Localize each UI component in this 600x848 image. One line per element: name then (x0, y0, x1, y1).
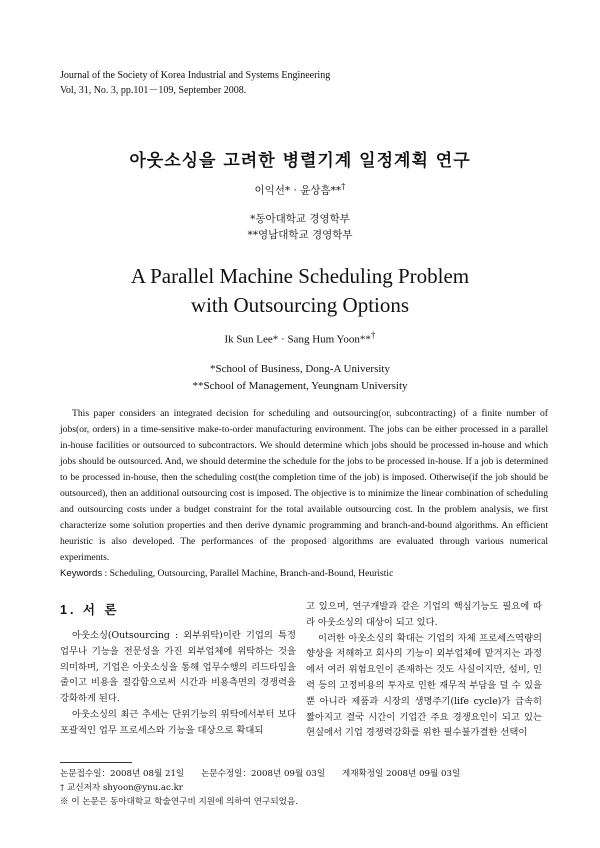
footnote-corresponding-author: † 교신저자 shyoon@ynu.ac.kr (60, 783, 183, 793)
body-column-right (306, 599, 542, 741)
english-author-names: Ik Sun Lee* · Sang Hum Yoon** (224, 333, 371, 346)
received-date: 논문접수일：2008년 08월 21일 (60, 769, 185, 779)
english-affiliation-2: **School of Management, Yeungnam University (192, 380, 408, 392)
journal-header (60, 68, 330, 98)
revised-date: 논문수정일：2008년 09월 03일 (200, 769, 326, 779)
keywords-label: Keywords (60, 568, 103, 579)
korean-affiliations (0, 211, 600, 243)
section-heading: 1. 서 론 (60, 603, 120, 617)
body-paragraph: 아웃소싱의 최근 추세는 단위기능의 위탁에서부터 보다 포괄적인 업무 프로세스와 기능을 대상으로 확대되 (60, 708, 296, 736)
english-title-line-2: with Outsourcing Options (190, 293, 410, 317)
korean-author-names: 이익선* · 윤상흠** (254, 184, 342, 197)
keywords (60, 568, 560, 579)
english-affiliation-1: *School of Business, Dong-A University (210, 363, 390, 375)
english-authors (0, 330, 600, 346)
english-corresponding-mark: † (370, 330, 376, 340)
corresponding-mark: † (341, 182, 346, 192)
korean-authors (0, 182, 600, 198)
footnote-dates (60, 767, 560, 781)
korean-title: 아웃소싱을 고려한 병렬기계 일정계획 연구 (129, 151, 471, 171)
body-paragraph: 이러한 아웃소싱의 확대는 기업의 자체 프로세스역량의 향상을 저해하고 회사의 기능이 외부업체에 맡겨지는 과정에서 여러 위험요인이 존재하는 것도 사실이지만, 설비, 인력 등의 고정비용의 투자로 인한 재무적 부담을 덜 수 있을 뿐 아니라 제품과 시장의 생명주기(life cycle)가 급속히 짧아지고 결국 시간이 기업간 주요 경쟁요인이 되고 있는 현실에서 기업 경쟁력강화를 위한 필수불가결한 선택이 (306, 632, 542, 739)
body-paragraph: 아웃소싱(Outsourcing : 외부위탁)이란 기업의 특정업무나 기능을 전문성을 가진 외부업체에 위탁하는 것을 의미하며, 기업은 아웃소싱을 통해 업무수행의 리드타임을 줄이고 비용을 절감함으로써 시간과 비용측면의 경쟁력을 강화하게 된다. (60, 630, 296, 705)
body-paragraph: 고 있으며, 연구개발과 같은 기업의 핵심기능도 필요에 따라 아웃소싱의 대상이 되고 있다. (306, 601, 542, 628)
korean-affiliation-2: **영남대학교 경영학부 (247, 229, 353, 241)
footnotes (60, 767, 560, 809)
body-column-left (60, 628, 296, 739)
footnote-divider (60, 762, 132, 763)
keywords-separator: : (102, 568, 110, 579)
english-affiliations (0, 361, 600, 395)
korean-affiliation-1: *동아대학교 경영학부 (250, 213, 350, 225)
journal-name: Journal of the Society of Korea Industrial and Systems Engineering (60, 70, 331, 81)
english-title-line-1: A Parallel Machine Scheduling Problem (130, 264, 470, 288)
footnote-funding: ※ 이 논문은 동아대학교 학술연구비 지원에 의하여 연구되었음. (60, 797, 298, 807)
journal-volume: Vol, 31, No. 3, pp.101－109, September 2008. (60, 85, 247, 96)
keywords-list: Scheduling, Outsourcing, Parallel Machine, Branch-and-Bound, Heuristic (109, 568, 394, 579)
english-title (0, 262, 600, 320)
accepted-date: 게재확정일 2008년 09월 03일 (341, 769, 461, 779)
abstract: This paper considers an integrated decision for scheduling and outsourcing(or, subcontracting) of a finite number of jobs(or, orders) in a time-sensitive make-to-order manufacturing environment. The jobs can be either processed in a parallel in-house facilities or outsourced to subcontractors. We should determine which jobs should be processed in-house and which jobs should be outsourced. And, we should determine the schedule for the jobs to be processed in-house. If a job is determined to be processed in-house, then the scheduling cost(the completion time of the job) is imposed. Otherwise(if the job should be outsourced), then an additional outsourcing cost is imposed. The objective is to minimize the linear combination of scheduling and outsourcing costs under a budget constraint for the total available outsourcing cost. In the problem analysis, we first characterize some solution properties and then derive dynamic programming and branch-and-bound algorithms. An efficient heuristic is also developed. The performances of the proposed algorithms are evaluated through various numerical experiments. (60, 408, 548, 563)
